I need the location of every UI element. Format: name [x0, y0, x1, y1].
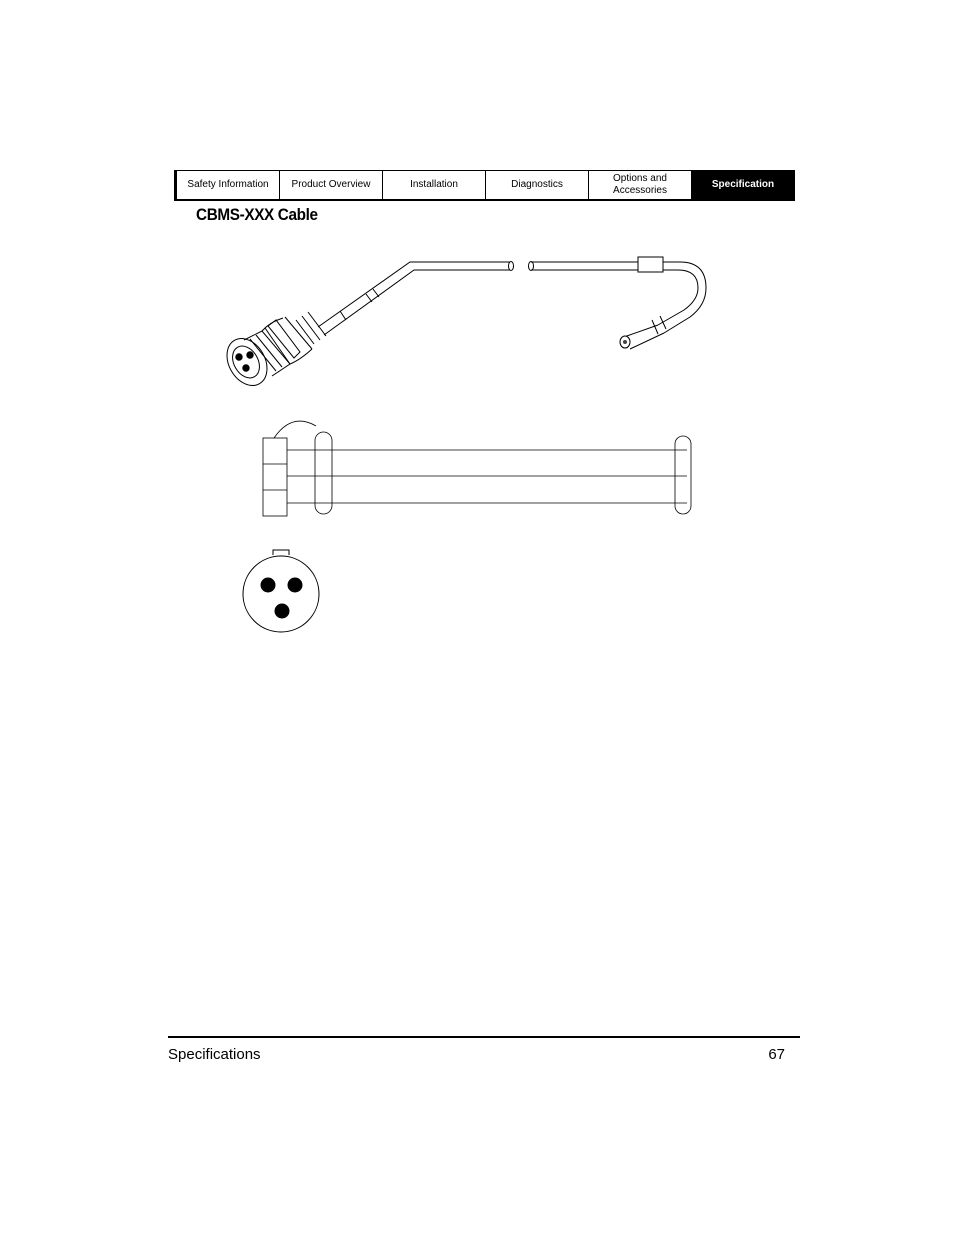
section-title: CBMS-XXX Cable — [196, 205, 318, 224]
tab-options-and-accessories[interactable]: Options and Accessories — [589, 171, 692, 199]
footer-section-label: Specifications — [168, 1046, 261, 1063]
cable-connector-drawing — [219, 257, 706, 393]
connector-pin-face — [243, 550, 319, 632]
tab-safety-information[interactable]: Safety Information — [175, 171, 280, 199]
page-number: 67 — [768, 1046, 785, 1063]
tab-product-overview[interactable]: Product Overview — [280, 171, 383, 199]
wiring-schematic — [263, 421, 691, 516]
tab-specification[interactable]: Specification — [692, 171, 794, 199]
footer-rule — [168, 1036, 800, 1038]
tab-installation[interactable]: Installation — [383, 171, 486, 199]
tab-diagnostics[interactable]: Diagnostics — [486, 171, 589, 199]
